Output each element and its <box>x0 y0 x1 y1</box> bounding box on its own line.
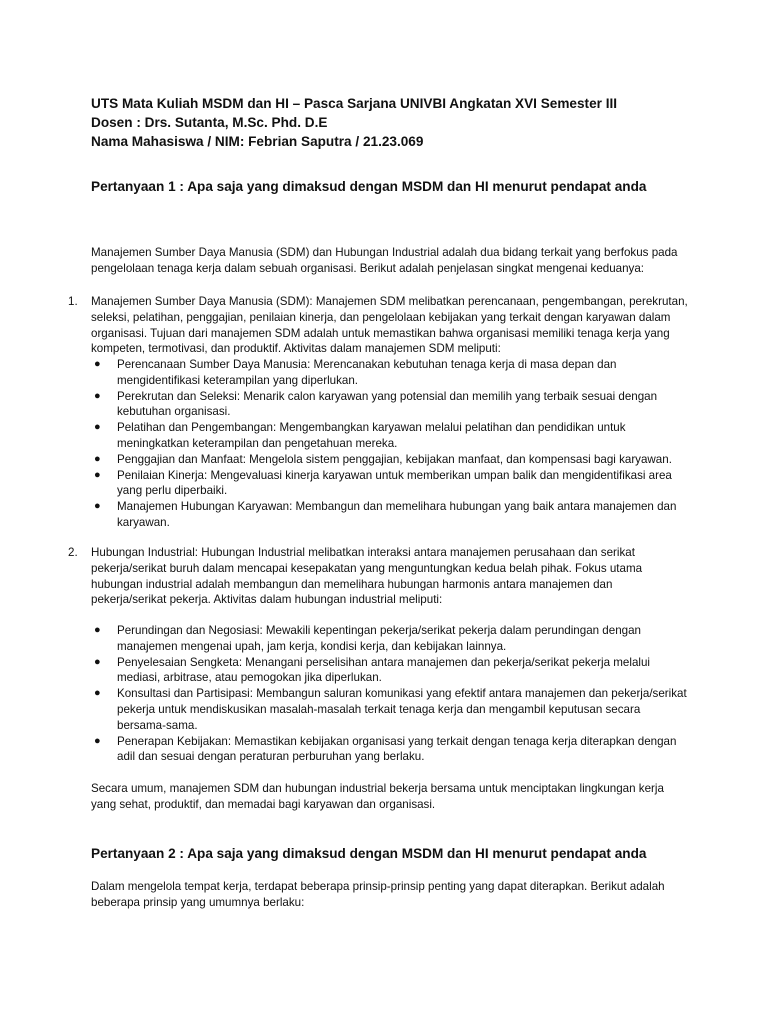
lecturer-line: Dosen : Drs. Sutanta, M.Sc. Phd. D.E <box>91 115 328 130</box>
question-1-title: Pertanyaan 1 : Apa saja yang dimaksud dengan MSDM dan HI menurut pendapat anda <box>91 179 647 194</box>
list-item: ● Manajemen Hubungan Karyawan: Membangun dan memelihara hubungan yang baik antara manajemen dan karyawan. <box>94 500 677 529</box>
document-header <box>91 94 731 151</box>
list-item: ● Penyelesaian Sengketa: Menangani perselisihan antara manajemen dan pekerja/serikat pekerja melalui mediasi, arbitrase, atau pemogokan jika diperlukan. <box>94 655 650 685</box>
item-number: 1. <box>68 295 78 308</box>
bullet-icon: ● <box>94 421 101 434</box>
list-item: ● Penerapan Kebijakan: Memastikan kebijakan organisasi yang terkait dengan tenaga kerja diterapkan dengan adil dan sesuai dengan peraturan perburuhan yang berlaku. <box>94 734 677 764</box>
bullet-icon: ● <box>94 500 101 513</box>
question-1-conclusion: Secara umum, manajemen SDM dan hubungan industrial bekerja bersama untuk menciptakan lingkungan kerja yang sehat, produktif, dan memadai bagi karyawan dan organisasi. <box>91 782 664 811</box>
question-1-intro: Manajemen Sumber Daya Manusia (SDM) dan Hubungan Industrial adalah dua bidang terkait yang berfokus pada pengelolaan tenaga kerja dalam sebuah organisasi. Berikut adalah penjelasan singkat mengenai keduanya: <box>91 246 678 275</box>
ir-activities-list <box>91 623 691 765</box>
list-item: ● Penggajian dan Manfaat: Mengelola sistem penggajian, kebijakan manfaat, dan kompensasi bagi karyawan. <box>94 452 672 466</box>
bullet-icon: ● <box>94 655 101 668</box>
bullet-icon: ● <box>94 468 101 481</box>
bullet-icon: ● <box>94 389 101 402</box>
question-2-intro: Dalam mengelola tempat kerja, terdapat beberapa prinsip-prinsip penting yang dapat diterapkan. Berikut adalah beberapa prinsip yang umumnya berlaku: <box>91 880 665 909</box>
bullet-icon: ● <box>94 358 101 370</box>
list-item: ● Perundingan dan Negosiasi: Mewakili kepentingan pekerja/serikat pekerja dalam perundingan dengan manajemen mengenai upah, jam kerja, kondisi kerja, dan kebijakan lainnya. <box>94 624 641 653</box>
bullet-icon: ● <box>94 734 101 747</box>
item-number: 2. <box>68 546 78 559</box>
item-text: Hubungan Industrial: Hubungan Industrial melibatkan interaksi antara manajemen perusahaan dan serikat pekerja/serikat buruh dalam mencapai kesepakatan yang menguntungkan kedua belah pihak. Fokus utama hubungan industrial adalah membangun dan memelihara hubungan harmonis antara manajemen dan pekerja/serikat pekerja. Aktivitas dalam hubungan industrial meliputi: <box>91 546 643 607</box>
list-item: ● Perencanaan Sumber Daya Manusia: Merencanakan kebutuhan tenaga kerja di masa depan dan mengidentifikasi keterampilan yang diperlukan. <box>94 358 617 387</box>
course-title: UTS Mata Kuliah MSDM dan HI – Pasca Sarjana UNIVBI Angkatan XVI Semester III <box>91 96 618 111</box>
bullet-icon: ● <box>94 687 101 700</box>
bullet-icon: ● <box>94 452 101 465</box>
question-2-title: Pertanyaan 2 : Apa saja yang dimaksud dengan MSDM dan HI menurut pendapat anda <box>91 846 647 861</box>
list-item: ● Perekrutan dan Seleksi: Menarik calon karyawan yang potensial dan memilih yang terbaik sesuai dengan kebutuhan organisasi. <box>94 389 658 419</box>
list-item: ● Konsultasi dan Partisipasi: Membangun saluran komunikasi yang efektif antara manajemen dan pekerja/serikat pekerja untuk mendiskusikan masalah-masalah terkait tenaga kerja dan mengambil keputusan secara bersama-sama. <box>94 687 687 732</box>
item-text: Manajemen Sumber Daya Manusia (SDM): Manajemen SDM melibatkan perencanaan, pengembangan, perekrutan, seleksi, pelatihan, penggajian, penilaian kinerja, dan pengelolaan kebijakan yang terkait dengan karyawan dalam organisasi. Tujuan dari manajemen SDM adalah untuk memastikan bahwa organisasi memiliki tenaga kerja yang kompeten, termotivasi, dan produktif. Aktivitas dalam manajemen SDM meliputi: <box>91 295 688 356</box>
list-item: ● Pelatihan dan Pengembangan: Mengembangkan karyawan melalui pelatihan dan pendidikan untuk meningkatkan keterampilan dan pengetahuan mereka. <box>94 421 626 450</box>
bullet-icon: ● <box>94 624 101 636</box>
student-line: Nama Mahasiswa / NIM: Febrian Saputra / 21.23.069 <box>91 134 424 149</box>
list-item: ● Penilaian Kinerja: Mengevaluasi kinerja karyawan untuk memberikan umpan balik dan mengidentifikasi area yang perlu diperbaiki. <box>94 468 672 498</box>
hr-activities-list <box>91 357 691 531</box>
